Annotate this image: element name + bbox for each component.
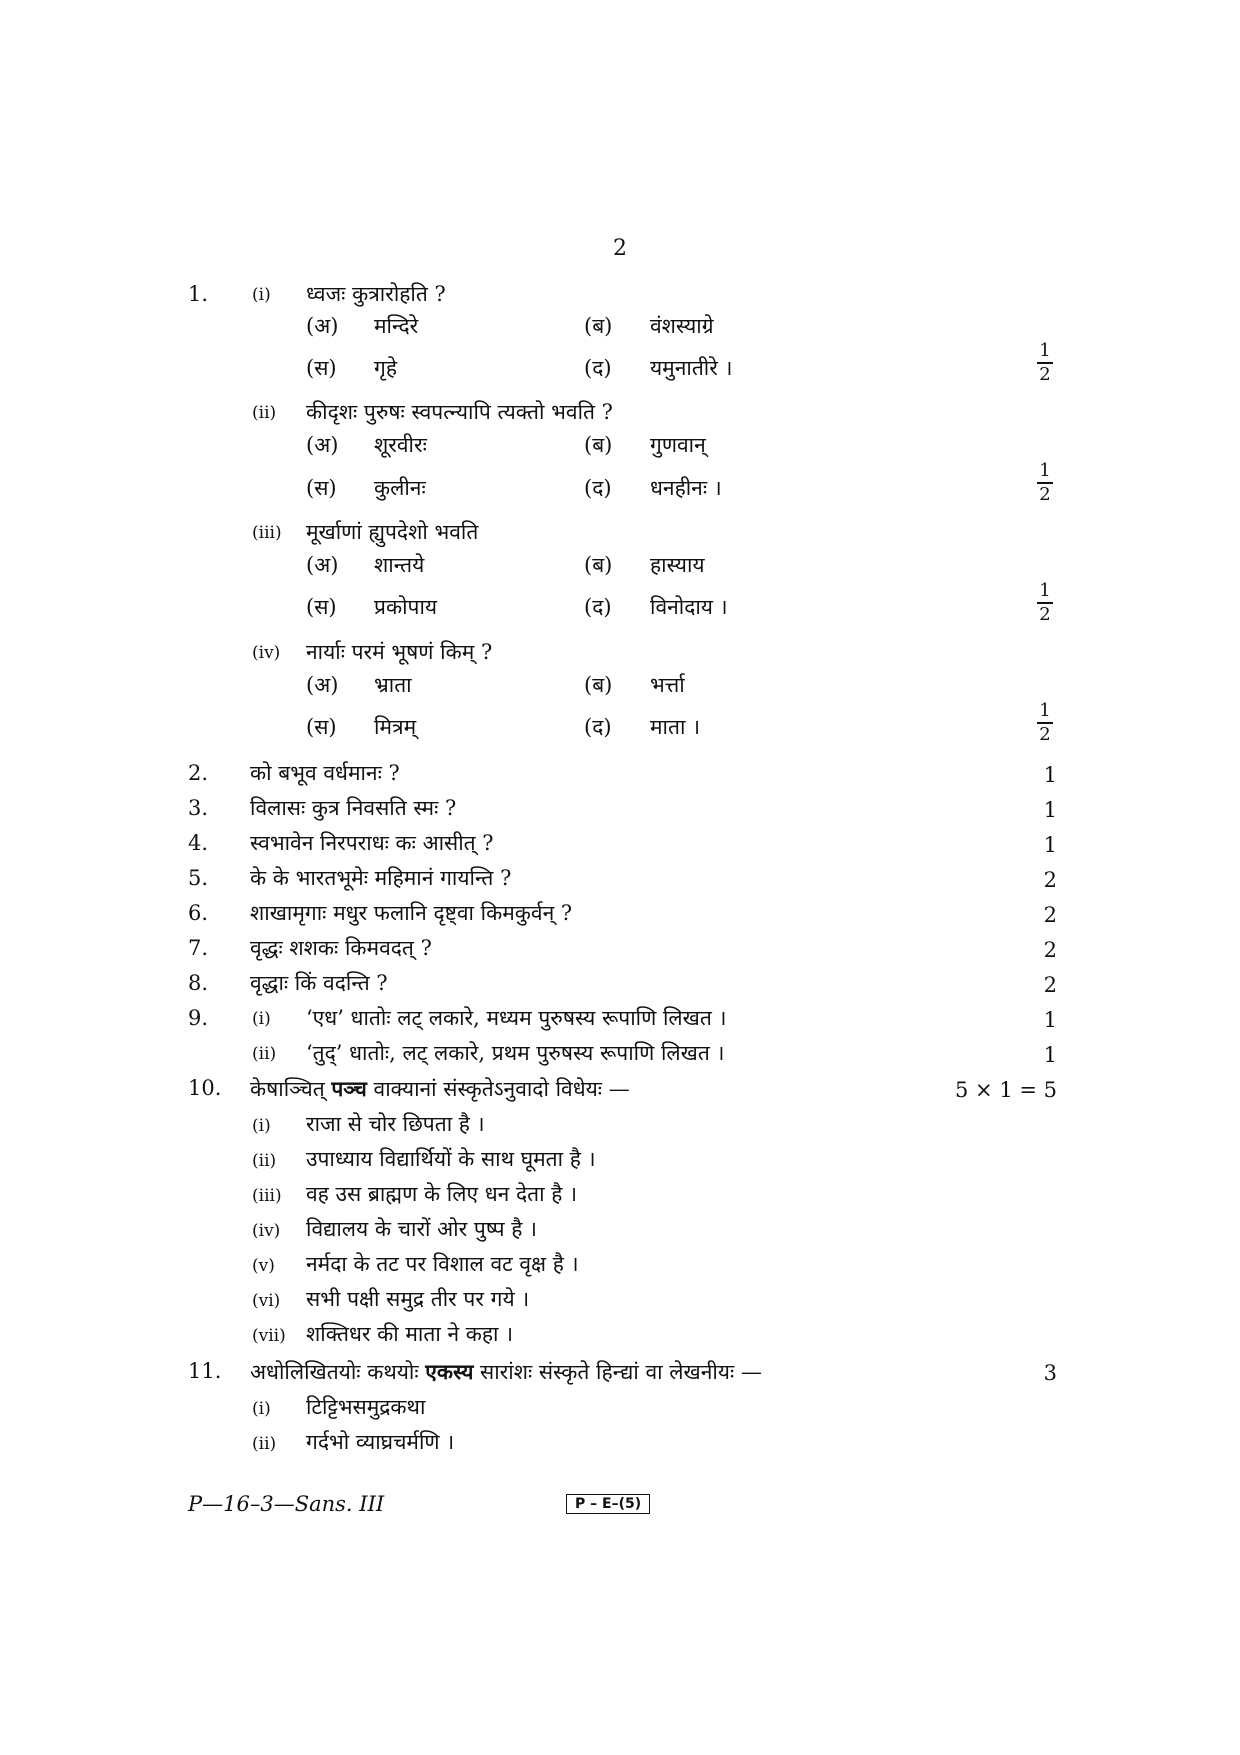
sub-label: (i) bbox=[252, 285, 271, 305]
paper-box-code: P – E–(5) bbox=[566, 1494, 650, 1514]
question-text: वृद्धाः किं वदन्ति ? bbox=[250, 971, 388, 995]
option-label: (द) bbox=[584, 595, 612, 619]
story-option: टिट्टिभसमुद्रकथा bbox=[306, 1395, 426, 1419]
option-text: शूरवीरः bbox=[374, 433, 427, 457]
option-label: (अ) bbox=[306, 553, 339, 577]
question-number: 1. bbox=[188, 282, 209, 306]
question-text: कीदृशः पुरुषः स्वपत्न्यापि त्यक्तो भवति ? bbox=[306, 400, 613, 424]
sentence-text: उपाध्याय विद्यार्थियों के साथ घूमता है । bbox=[306, 1147, 596, 1171]
sub-label: (v) bbox=[252, 1256, 275, 1276]
sentence-text: विद्यालय के चारों ओर पुष्प है । bbox=[306, 1217, 537, 1241]
question-number: 8. bbox=[188, 971, 209, 995]
paper-code: P—16–3—Sans. III bbox=[188, 1492, 385, 1516]
question-mark: 1 bbox=[1043, 798, 1057, 822]
question-mark: 3 bbox=[1043, 1361, 1057, 1385]
sentence-text: नर्मदा के तट पर विशाल वट वृक्ष है । bbox=[306, 1252, 579, 1276]
question-text-post: सारांशः संस्कृते हिन्द्यां वा लेखनीयः — bbox=[473, 1360, 762, 1384]
option-label: (ब) bbox=[584, 433, 613, 457]
question-mark: 2 bbox=[1043, 938, 1057, 962]
option-text: गृहे bbox=[374, 356, 397, 380]
option-text: भर्त्ता bbox=[650, 673, 685, 697]
sub-label: (iii) bbox=[252, 1186, 282, 1206]
option-text: यमुनातीरे । bbox=[650, 356, 733, 380]
option-text: विनोदाय । bbox=[650, 595, 728, 619]
mark-fraction bbox=[1035, 582, 1055, 624]
question-mark: 1 bbox=[1043, 763, 1057, 787]
question-mark: 1 bbox=[1043, 1008, 1057, 1032]
question-text-emphasis: एकस्य bbox=[425, 1359, 474, 1384]
option-label: (स) bbox=[306, 715, 337, 739]
question-text: ‘एध’ धातोः लट् लकारे, मध्यम पुरुषस्य रूपाणि लिखत । bbox=[306, 1006, 727, 1030]
option-label: (स) bbox=[306, 476, 337, 500]
option-text: माता । bbox=[650, 715, 701, 739]
question-number: 5. bbox=[188, 866, 209, 890]
option-text: हास्याय bbox=[650, 553, 705, 577]
question-number: 4. bbox=[188, 831, 209, 855]
question-text-emphasis: पञ्च bbox=[331, 1076, 367, 1101]
question-text: नार्याः परमं भूषणं किम् ? bbox=[306, 640, 493, 664]
story-option: गर्दभो व्याघ्रचर्मणि । bbox=[306, 1430, 455, 1454]
sub-label: (i) bbox=[252, 1399, 271, 1419]
question-number: 7. bbox=[188, 936, 209, 960]
mark-fraction bbox=[1035, 702, 1055, 744]
option-label: (ब) bbox=[584, 673, 613, 697]
mark-fraction bbox=[1035, 342, 1055, 384]
question-text: स्वभावेन निरपराधः कः आसीत् ? bbox=[250, 831, 494, 855]
option-label: (अ) bbox=[306, 433, 339, 457]
option-label: (स) bbox=[306, 356, 337, 380]
option-label: (द) bbox=[584, 356, 612, 380]
question-text: को बभूव वर्धमानः ? bbox=[250, 761, 400, 785]
question-mark: 2 bbox=[1043, 903, 1057, 927]
option-label: (द) bbox=[584, 715, 612, 739]
question-mark: 5 × 1 = 5 bbox=[955, 1078, 1057, 1102]
mark-fraction bbox=[1035, 462, 1055, 504]
question-number: 9. bbox=[188, 1006, 209, 1030]
question-text-pre: केषाञ्चित् bbox=[250, 1077, 332, 1101]
sub-label: (ii) bbox=[252, 1151, 277, 1171]
fraction-numerator: 1 bbox=[1039, 340, 1051, 361]
question-text: शाखामृगाः मधुर फलानि दृष्ट्वा किमकुर्वन् ? bbox=[250, 901, 573, 925]
question-text-post: वाक्यानां संस्कृतेऽनुवादो विधेयः — bbox=[366, 1077, 630, 1101]
sentence-text: राजा से चोर छिपता है । bbox=[306, 1112, 485, 1136]
sub-label: (ii) bbox=[252, 403, 277, 423]
option-text: भ्राता bbox=[374, 673, 412, 697]
question-text: के के भारतभूमेः महिमानं गायन्ति ? bbox=[250, 866, 512, 890]
question-text: ‘तुद्’ धातोः, लट् लकारे, प्रथम पुरुषस्य रूपाणि लिखत । bbox=[306, 1041, 725, 1065]
question-mark: 1 bbox=[1043, 1043, 1057, 1067]
question-number: 2. bbox=[188, 761, 209, 785]
option-text: शान्तये bbox=[374, 553, 425, 577]
question-text: विलासः कुत्र निवसति स्मः ? bbox=[250, 796, 457, 820]
sub-label: (i) bbox=[252, 1116, 271, 1136]
fraction-numerator: 1 bbox=[1039, 580, 1051, 601]
fraction-numerator: 1 bbox=[1039, 460, 1051, 481]
option-label: (अ) bbox=[306, 673, 339, 697]
question-mark: 1 bbox=[1043, 833, 1057, 857]
sub-label: (vi) bbox=[252, 1291, 281, 1311]
question-text: मूर्खाणां ह्युपदेशो भवति bbox=[306, 520, 479, 544]
sentence-text: वह उस ब्राह्मण के लिए धन देता है । bbox=[306, 1182, 578, 1206]
option-text: मन्दिरे bbox=[374, 314, 419, 338]
sub-label: (i) bbox=[252, 1009, 271, 1029]
sub-label: (ii) bbox=[252, 1044, 277, 1064]
question-number: 11. bbox=[188, 1359, 222, 1383]
sentence-text: सभी पक्षी समुद्र तीर पर गये । bbox=[306, 1287, 530, 1311]
page-number: 2 bbox=[613, 236, 627, 261]
fraction-denominator: 2 bbox=[1039, 603, 1051, 625]
sentence-text: शक्तिधर की माता ने कहा । bbox=[306, 1322, 514, 1346]
question-text: ध्वजः कुत्रारोहति ? bbox=[306, 282, 446, 306]
option-label: (अ) bbox=[306, 314, 339, 338]
option-text: धनहीनः । bbox=[650, 476, 722, 500]
option-label: (द) bbox=[584, 476, 612, 500]
question-text-pre: अधोलिखितयोः कथयोः bbox=[250, 1360, 426, 1384]
option-label: (ब) bbox=[584, 314, 613, 338]
fraction-denominator: 2 bbox=[1039, 483, 1051, 505]
option-text: प्रकोपाय bbox=[374, 595, 438, 619]
option-text: कुलीनः bbox=[374, 476, 426, 500]
question-mark: 2 bbox=[1043, 868, 1057, 892]
sub-label: (vii) bbox=[252, 1326, 286, 1346]
option-text: मित्रम् bbox=[374, 715, 417, 739]
option-label: (ब) bbox=[584, 553, 613, 577]
question-text: वृद्धः शशकः किमवदत् ? bbox=[250, 936, 432, 960]
question-number: 3. bbox=[188, 796, 209, 820]
option-text: गुणवान् bbox=[650, 433, 706, 457]
sub-label: (iii) bbox=[252, 523, 282, 543]
fraction-numerator: 1 bbox=[1039, 700, 1051, 721]
fraction-denominator: 2 bbox=[1039, 723, 1051, 745]
fraction-denominator: 2 bbox=[1039, 363, 1051, 385]
option-label: (स) bbox=[306, 595, 337, 619]
question-number: 6. bbox=[188, 901, 209, 925]
sub-label: (iv) bbox=[252, 643, 281, 663]
question-text bbox=[250, 1078, 630, 1100]
question-mark: 2 bbox=[1043, 973, 1057, 997]
sub-label: (ii) bbox=[252, 1434, 277, 1454]
option-text: वंशस्याग्रे bbox=[650, 314, 714, 338]
question-number: 10. bbox=[188, 1076, 222, 1100]
question-text bbox=[250, 1361, 762, 1383]
sub-label: (iv) bbox=[252, 1221, 281, 1241]
